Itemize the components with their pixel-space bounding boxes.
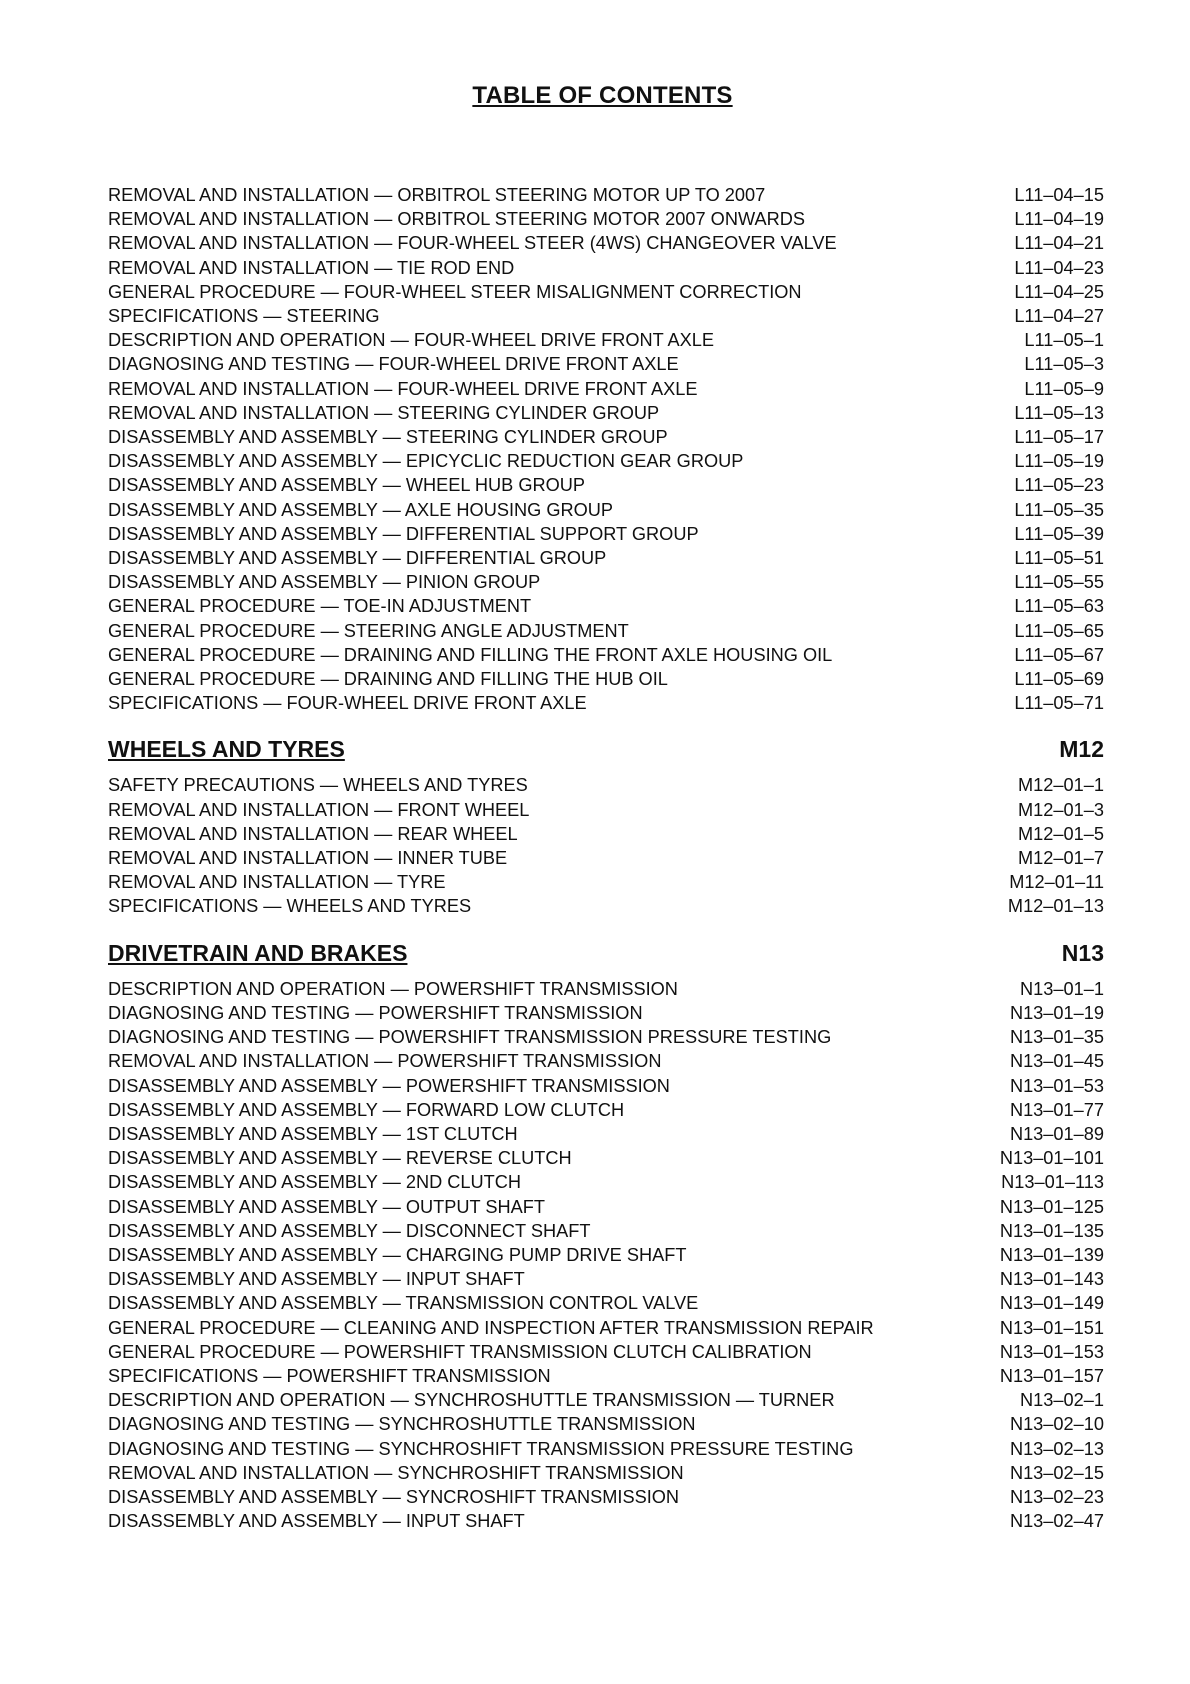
toc-entry-title: DISASSEMBLY AND ASSEMBLY — SYNCROSHIFT TRANSMISSION (108, 1486, 680, 1507)
toc-entry-title: GENERAL PROCEDURE — DRAINING AND FILLING THE FRONT AXLE HOUSING OIL (108, 644, 833, 665)
toc-entry[interactable] (108, 691, 1104, 715)
toc-entry[interactable] (108, 1461, 1104, 1485)
toc-section (108, 183, 1104, 715)
toc-entry[interactable] (108, 1485, 1104, 1509)
toc-entry-title: REMOVAL AND INSTALLATION — REAR WHEEL (108, 823, 518, 844)
toc-entry-page: M12–01–3 (1018, 799, 1104, 820)
page-title: TABLE OF CONTENTS (472, 82, 733, 109)
toc-entry-title: DISASSEMBLY AND ASSEMBLY — FORWARD LOW CLUTCH (108, 1099, 625, 1120)
toc-entry[interactable] (108, 643, 1104, 667)
toc-entry-page: L11–05–65 (1014, 620, 1104, 641)
toc-entry[interactable] (108, 1243, 1104, 1267)
toc-entry-page: L11–04–25 (1014, 281, 1104, 302)
toc-entry-title: DISASSEMBLY AND ASSEMBLY — EPICYCLIC REDUCTION GEAR GROUP (108, 451, 744, 472)
toc-entry-page: L11–05–3 (1024, 354, 1104, 375)
toc-entry-page: N13–01–125 (999, 1196, 1104, 1217)
toc-entry[interactable] (108, 449, 1104, 473)
toc-entry[interactable] (108, 773, 1104, 797)
toc-entry-page: L11–05–23 (1014, 475, 1104, 496)
toc-entry-title: DISASSEMBLY AND ASSEMBLY — DISCONNECT SHAFT (108, 1220, 591, 1241)
toc-entry-title: SPECIFICATIONS — WHEELS AND TYRES (108, 896, 472, 917)
toc-entry-page: N13–01–53 (1009, 1075, 1104, 1096)
toc-entry[interactable] (108, 377, 1104, 401)
toc-entry[interactable] (108, 870, 1104, 894)
toc-entry-title: REMOVAL AND INSTALLATION — ORBITROL STEERING MOTOR 2007 ONWARDS (108, 209, 805, 230)
section-heading (108, 735, 1104, 763)
toc-entry[interactable] (108, 846, 1104, 870)
toc-entry-title: DESCRIPTION AND OPERATION — FOUR-WHEEL DRIVE FRONT AXLE (108, 330, 714, 351)
toc-entry-title: REMOVAL AND INSTALLATION — TYRE (108, 872, 446, 893)
toc-entry[interactable] (108, 894, 1104, 918)
toc-entry-page: N13–02–13 (1009, 1438, 1104, 1459)
toc-entry-title: REMOVAL AND INSTALLATION — TIE ROD END (108, 257, 515, 278)
toc-entry[interactable] (108, 231, 1104, 255)
toc-entry-page: M12–01–7 (1018, 848, 1104, 869)
toc-entry-title: GENERAL PROCEDURE — FOUR-WHEEL STEER MISALIGNMENT CORRECTION (108, 281, 802, 302)
toc-entry[interactable] (108, 1025, 1104, 1049)
toc-entry-title: DISASSEMBLY AND ASSEMBLY — INPUT SHAFT (108, 1511, 525, 1532)
toc-entry-title: DISASSEMBLY AND ASSEMBLY — 2ND CLUTCH (108, 1172, 522, 1193)
toc-entry-page: L11–05–55 (1014, 572, 1104, 593)
toc-entry[interactable] (108, 256, 1104, 280)
toc-entry[interactable] (108, 425, 1104, 449)
toc-entry[interactable] (108, 1509, 1104, 1533)
toc-entry-page: L11–05–71 (1014, 693, 1104, 714)
toc-entry-title: REMOVAL AND INSTALLATION — SYNCHROSHIFT TRANSMISSION (108, 1462, 684, 1483)
toc-entry-page: N13–01–113 (1001, 1172, 1104, 1193)
toc-entry-page: L11–05–39 (1014, 523, 1104, 544)
toc-entry-page: N13–01–35 (1009, 1027, 1104, 1048)
toc-entry[interactable] (108, 1074, 1104, 1098)
toc-entry-page: N13–01–77 (1009, 1099, 1104, 1120)
toc-entry-page: M12–01–13 (1007, 896, 1104, 917)
toc-entry-title: DISASSEMBLY AND ASSEMBLY — WHEEL HUB GROUP (108, 475, 586, 496)
toc-entry-title: GENERAL PROCEDURE — STEERING ANGLE ADJUSTMENT (108, 620, 629, 641)
toc-entry-title: DISASSEMBLY AND ASSEMBLY — TRANSMISSION CONTROL VALVE (108, 1293, 699, 1314)
toc-entry-title: DESCRIPTION AND OPERATION — POWERSHIFT TRANSMISSION (108, 978, 678, 999)
toc-entry[interactable] (108, 1146, 1104, 1170)
toc-entry[interactable] (108, 1219, 1104, 1243)
toc-entry[interactable] (108, 594, 1104, 618)
toc-entry-page: N13–01–139 (999, 1244, 1104, 1265)
toc-entry-page: N13–02–15 (1009, 1462, 1104, 1483)
toc-entry-title: REMOVAL AND INSTALLATION — FOUR-WHEEL STEER (4WS) CHANGEOVER VALVE (108, 233, 837, 254)
toc-entry-page: L11–04–21 (1014, 233, 1104, 254)
toc-entry[interactable] (108, 1195, 1104, 1219)
toc-entry-page: M12–01–11 (1009, 872, 1104, 893)
toc-entry-page: N13–01–1 (1020, 978, 1104, 999)
toc-entry-title: GENERAL PROCEDURE — TOE-IN ADJUSTMENT (108, 596, 532, 617)
toc-entry[interactable] (108, 1437, 1104, 1461)
toc-entry-page: N13–01–151 (999, 1317, 1104, 1338)
toc-entry[interactable] (108, 619, 1104, 643)
toc-entry-title: SPECIFICATIONS — POWERSHIFT TRANSMISSION (108, 1365, 551, 1386)
toc-entry-page: N13–01–89 (1009, 1123, 1104, 1144)
toc-entry[interactable] (108, 522, 1104, 546)
toc-entry[interactable] (108, 1098, 1104, 1122)
toc-entry-title: SPECIFICATIONS — FOUR-WHEEL DRIVE FRONT AXLE (108, 693, 587, 714)
section-code: N13 (1061, 939, 1104, 966)
toc-entry-title: DISASSEMBLY AND ASSEMBLY — CHARGING PUMP DRIVE SHAFT (108, 1244, 687, 1265)
toc-entry-page: L11–05–9 (1024, 378, 1104, 399)
toc-entry-page: N13–02–47 (1009, 1511, 1104, 1532)
toc-entry[interactable] (108, 1170, 1104, 1194)
toc-entry-page: N13–01–135 (999, 1220, 1104, 1241)
toc-entry[interactable] (108, 1364, 1104, 1388)
toc-entry-title: GENERAL PROCEDURE — CLEANING AND INSPECTION AFTER TRANSMISSION REPAIR (108, 1317, 874, 1338)
toc-entry-title: DISASSEMBLY AND ASSEMBLY — POWERSHIFT TRANSMISSION (108, 1075, 670, 1096)
toc-entry-title: REMOVAL AND INSTALLATION — FOUR-WHEEL DRIVE FRONT AXLE (108, 378, 698, 399)
toc-entry-title: DISASSEMBLY AND ASSEMBLY — 1ST CLUTCH (108, 1123, 518, 1144)
toc-entry-page: N13–01–45 (1009, 1051, 1104, 1072)
section-code: M12 (1059, 736, 1104, 763)
toc-entry-page: L11–05–51 (1014, 548, 1104, 569)
toc-entry[interactable] (108, 1412, 1104, 1436)
toc-entry-title: GENERAL PROCEDURE — POWERSHIFT TRANSMISSION CLUTCH CALIBRATION (108, 1341, 812, 1362)
section-title: DRIVETRAIN AND BRAKES (108, 939, 408, 966)
toc-entry[interactable] (108, 1291, 1104, 1315)
toc-entry-page: L11–05–67 (1014, 644, 1104, 665)
toc-entry-title: GENERAL PROCEDURE — DRAINING AND FILLING THE HUB OIL (108, 669, 668, 690)
toc-entry-page: N13–01–101 (999, 1148, 1104, 1169)
toc-entry-page: N13–01–19 (1009, 1002, 1104, 1023)
toc-entry[interactable] (108, 183, 1104, 207)
toc-section (108, 939, 1104, 1534)
toc-entry-title: DISASSEMBLY AND ASSEMBLY — DIFFERENTIAL SUPPORT GROUP (108, 523, 699, 544)
toc-entry-title: DESCRIPTION AND OPERATION — SYNCHROSHUTTLE TRANSMISSION — TURNER (108, 1390, 835, 1411)
toc-entry-title: DISASSEMBLY AND ASSEMBLY — OUTPUT SHAFT (108, 1196, 545, 1217)
toc-entry-title: DIAGNOSING AND TESTING — SYNCHROSHUTTLE TRANSMISSION (108, 1414, 696, 1435)
toc-entry-page: N13–01–157 (999, 1365, 1104, 1386)
toc-entry[interactable] (108, 1001, 1104, 1025)
toc-entry-page: L11–04–19 (1014, 209, 1104, 230)
toc-entry-page: L11–05–69 (1014, 669, 1104, 690)
toc-entry[interactable] (108, 1316, 1104, 1340)
toc-entry-title: DIAGNOSING AND TESTING — FOUR-WHEEL DRIVE FRONT AXLE (108, 354, 679, 375)
toc-entry-title: REMOVAL AND INSTALLATION — INNER TUBE (108, 848, 508, 869)
toc-entry[interactable] (108, 473, 1104, 497)
toc-entry[interactable] (108, 280, 1104, 304)
toc-entry[interactable] (108, 667, 1104, 691)
toc-entry-title: DISASSEMBLY AND ASSEMBLY — DIFFERENTIAL GROUP (108, 548, 607, 569)
toc-entry-page: L11–04–23 (1014, 257, 1104, 278)
section-title: WHEELS AND TYRES (108, 736, 345, 763)
toc-entry-page: N13–01–149 (999, 1293, 1104, 1314)
toc-entry[interactable] (108, 304, 1104, 328)
toc-section (108, 735, 1104, 918)
toc-entry-page: L11–05–63 (1014, 596, 1104, 617)
toc-entry-title: DISASSEMBLY AND ASSEMBLY — INPUT SHAFT (108, 1269, 525, 1290)
toc-entry-title: REMOVAL AND INSTALLATION — STEERING CYLINDER GROUP (108, 402, 660, 423)
toc-entry-page: L11–05–1 (1024, 330, 1104, 351)
toc-entry-page: L11–05–13 (1014, 402, 1104, 423)
toc-entry-page: N13–02–23 (1009, 1486, 1104, 1507)
toc-entry-page: N13–01–143 (999, 1269, 1104, 1290)
toc-entry[interactable] (108, 207, 1104, 231)
toc-entry[interactable] (108, 401, 1104, 425)
toc-entry-title: DISASSEMBLY AND ASSEMBLY — PINION GROUP (108, 572, 541, 593)
toc-entry-page: N13–02–10 (1009, 1414, 1104, 1435)
toc-entry-title: DISASSEMBLY AND ASSEMBLY — AXLE HOUSING GROUP (108, 499, 614, 520)
toc-entry[interactable] (108, 1049, 1104, 1073)
toc-entry[interactable] (108, 328, 1104, 352)
toc-entry-page: M12–01–1 (1018, 775, 1104, 796)
toc-entry[interactable] (108, 546, 1104, 570)
toc-entry[interactable] (108, 352, 1104, 376)
toc-entry[interactable] (108, 822, 1104, 846)
toc-entry-title: REMOVAL AND INSTALLATION — ORBITROL STEERING MOTOR UP TO 2007 (108, 185, 766, 205)
table-of-contents (108, 183, 1104, 1533)
section-heading (108, 939, 1104, 967)
toc-entry-page: L11–05–17 (1014, 427, 1104, 448)
toc-entry-title: SAFETY PRECAUTIONS — WHEELS AND TYRES (108, 775, 528, 796)
toc-entry-page: M12–01–5 (1018, 823, 1104, 844)
toc-entry-page: N13–01–153 (999, 1341, 1104, 1362)
toc-entry-title: DIAGNOSING AND TESTING — POWERSHIFT TRANSMISSION (108, 1002, 643, 1023)
toc-entry-title: DIAGNOSING AND TESTING — POWERSHIFT TRANSMISSION PRESSURE TESTING (108, 1027, 832, 1048)
toc-entry[interactable] (108, 498, 1104, 522)
toc-entry[interactable] (108, 1122, 1104, 1146)
toc-entry-page: L11–05–35 (1014, 499, 1104, 520)
toc-entry-title: DISASSEMBLY AND ASSEMBLY — STEERING CYLINDER GROUP (108, 427, 668, 448)
toc-entry[interactable] (108, 570, 1104, 594)
toc-entry[interactable] (108, 798, 1104, 822)
toc-entry[interactable] (108, 977, 1104, 1001)
toc-entry-page: N13–02–1 (1020, 1390, 1104, 1411)
toc-entry[interactable] (108, 1388, 1104, 1412)
toc-entry[interactable] (108, 1340, 1104, 1364)
toc-entry-title: REMOVAL AND INSTALLATION — FRONT WHEEL (108, 799, 530, 820)
toc-entry-title: DIAGNOSING AND TESTING — SYNCHROSHIFT TRANSMISSION PRESSURE TESTING (108, 1438, 854, 1459)
toc-entry-page: L11–04–15 (1014, 185, 1104, 205)
toc-entry-title: SPECIFICATIONS — STEERING (108, 306, 380, 327)
toc-entry[interactable] (108, 1267, 1104, 1291)
toc-entry-page: L11–04–27 (1014, 306, 1104, 327)
toc-entry-title: DISASSEMBLY AND ASSEMBLY — REVERSE CLUTCH (108, 1148, 572, 1169)
toc-entry-page: L11–05–19 (1014, 451, 1104, 472)
toc-entry-title: REMOVAL AND INSTALLATION — POWERSHIFT TRANSMISSION (108, 1051, 662, 1072)
